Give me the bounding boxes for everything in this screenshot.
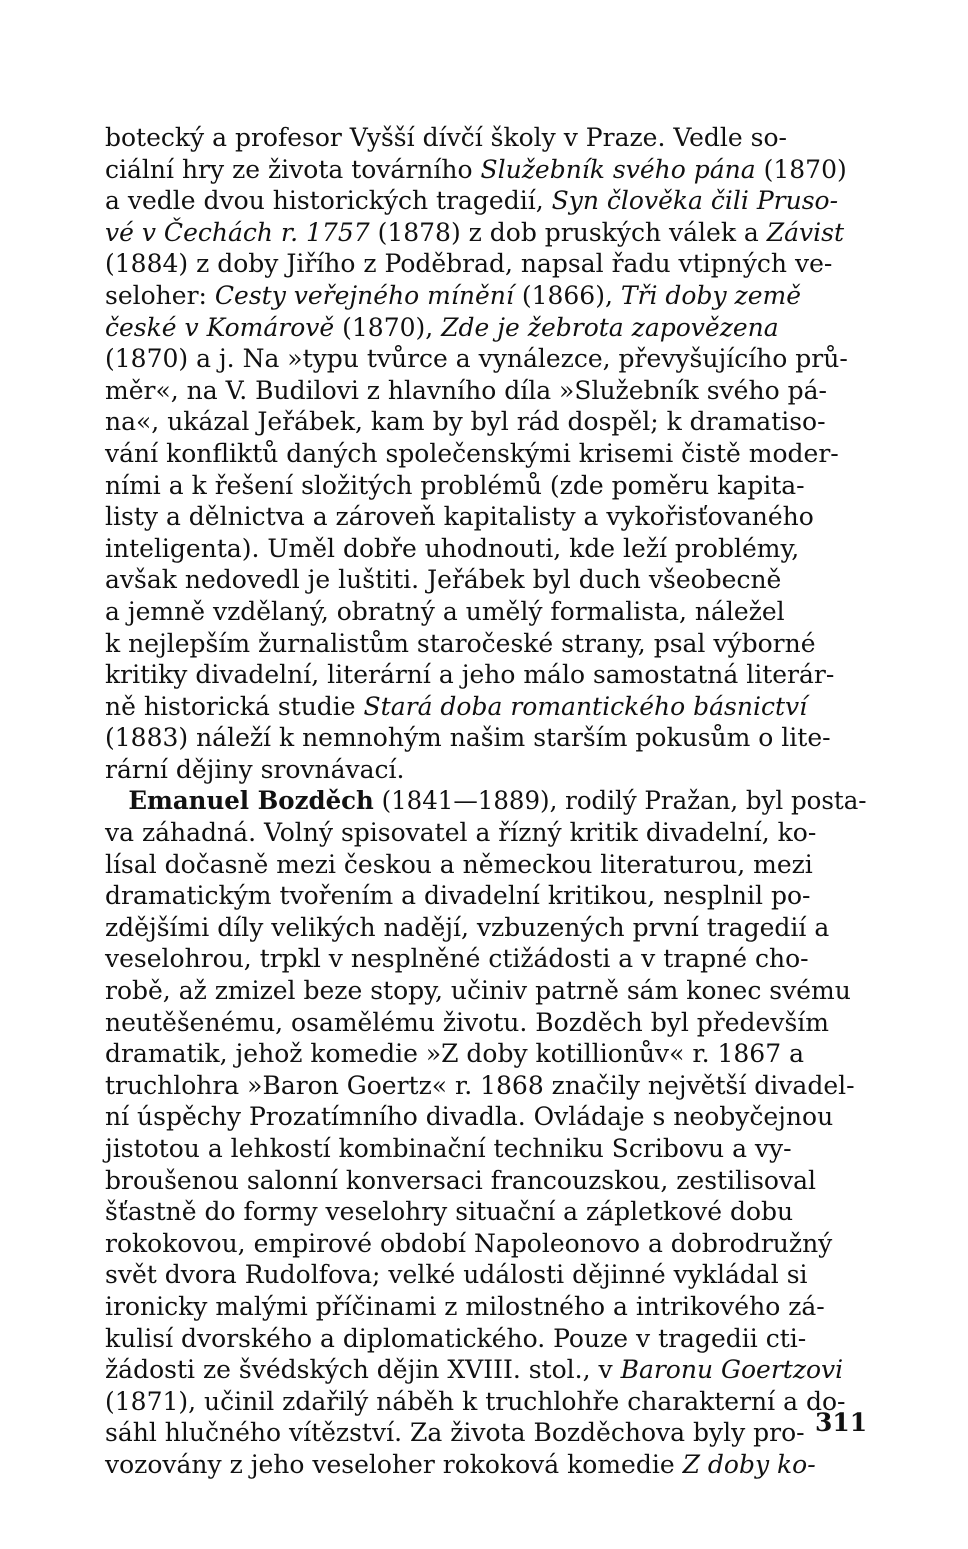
text-line (105, 1133, 867, 1165)
text-line (105, 1196, 867, 1228)
text-line (105, 280, 867, 312)
text-line (105, 912, 867, 944)
text-line (105, 943, 867, 975)
text-line (105, 1386, 867, 1418)
text-run: dramatickým tvořením a divadelní kritikou, nesplnil po- (105, 881, 811, 911)
text-run: (1841—1889), rodilý Pražan, byl posta- (373, 786, 867, 816)
work-title: Služebník svého pána (480, 154, 756, 184)
text-run: a jemně vzdělaný, obratný a umělý formalista, náležel (105, 596, 785, 626)
text-run: (1870), (334, 312, 442, 342)
work-title: Baronu Goertzovi (620, 1355, 844, 1385)
text-line (105, 564, 867, 596)
text-run: k nejlepším žurnalistům staročeské strany, psal výborné (105, 628, 816, 658)
text-run: (1878) z dob pruských válek a (369, 217, 767, 247)
text-line (105, 691, 867, 723)
text-line (105, 1070, 867, 1102)
body-text (105, 122, 867, 1481)
text-line (105, 1323, 867, 1355)
text-run: inteligenta). Uměl dobře uhodnouti, kde leží problémy, (105, 533, 800, 563)
text-line (105, 849, 867, 881)
text-line (105, 312, 867, 344)
author-name: Emanuel Bozděch (128, 786, 374, 816)
text-run: ními a k řešení složitých problémů (zde poměru kapita- (105, 470, 805, 500)
text-run: va záhadná. Volný spisovatel a řízný kritik divadelní, ko- (105, 818, 817, 848)
text-run: kulisí dvorského a diplomatického. Pouze v tragedii cti- (105, 1323, 807, 1353)
text-run: (1866), (513, 280, 621, 310)
text-run: ní úspěchy Prozatímního divadla. Ovládaje s neobyčejnou (105, 1102, 834, 1132)
text-run: rokokovou, empirové období Napoleonovo a dobrodružný (105, 1228, 833, 1258)
text-run: ciální hry ze života továrního (105, 154, 481, 184)
text-run: veselohrou, trpkl v nesplněné ctižádosti a v trapné cho- (105, 944, 809, 974)
text-line (105, 754, 867, 786)
text-run: na«, ukázal Jeřábek, kam by byl rád dospěl; k dramatiso- (105, 407, 826, 437)
text-run: a vedle dvou historických tragedií, (105, 186, 552, 216)
text-line (105, 406, 867, 438)
text-run: (1870) a j. Na »typu tvůrce a vynálezce, převyšujícího prů- (105, 344, 848, 374)
text-run: botecký a profesor Vyšší dívčí školy v Praze. Vedle so- (105, 123, 787, 152)
text-run: kritiky divadelní, literární a jeho málo samostatná literár- (105, 660, 835, 690)
text-line (105, 1101, 867, 1133)
text-run: ironicky malými příčinami z milostného a intrikového zá- (105, 1291, 825, 1321)
text-run: žádosti ze švédských dějin XVIII. stol., v (105, 1355, 621, 1385)
text-run: šťastně do formy veselohry situační a zápletkové dobu (105, 1197, 794, 1227)
text-run: svět dvora Rudolfova; velké události dějinné vykládal si (105, 1260, 808, 1290)
text-run: zdějšími díly velikých nadějí, vzbuzených první tragedií a (105, 912, 830, 942)
work-title: Cesty veřejného mínění (214, 280, 514, 310)
text-run: jistotou a lehkostí kombinační techniku Scribovu a vy- (105, 1134, 792, 1163)
text-run: (1871), učinil zdařilý náběh k truchlohře charakterní a do- (105, 1386, 846, 1416)
text-line (105, 343, 867, 375)
text-run: neutěšenému, osamělému životu. Bozděch byl především (105, 1007, 829, 1037)
text-run: měr«, na V. Budilovi z hlavního díla »Služebník svého pá- (105, 375, 827, 405)
work-title: Syn člověka čili Pruso- (551, 186, 839, 216)
work-title: Z doby ko- (682, 1449, 816, 1479)
text-run (105, 786, 128, 815)
text-run: vozovány z jeho veseloher rokoková komedie (105, 1449, 683, 1479)
text-run: (1883) náleží k nemnohým našim starším pokusům o lite- (105, 723, 831, 753)
text-line (105, 122, 867, 154)
work-title: české v Komárově (105, 312, 335, 342)
text-run: ně historická studie (105, 691, 364, 721)
text-run: rární dějiny srovnávací. (105, 754, 405, 784)
text-run: listy a dělnictva a zároveň kapitalisty a vykořisťovaného (105, 502, 814, 532)
text-line (105, 817, 867, 849)
text-line (105, 1259, 867, 1291)
text-line (105, 1007, 867, 1039)
text-line (105, 185, 867, 217)
text-line (105, 880, 867, 912)
text-run: (1884) z doby Jiřího z Poděbrad, napsal řadu vtipných ve- (105, 249, 833, 279)
text-line (105, 248, 867, 280)
text-line (105, 1417, 867, 1449)
text-line (105, 628, 867, 660)
text-run: robě, až zmizel beze stopy, učiniv patrně sám konec svému (105, 976, 851, 1006)
text-run: vání konfliktů daných společenskými krisemi čistě moder- (105, 438, 839, 468)
text-line (105, 975, 867, 1007)
text-run: dramatik, jehož komedie »Z doby kotillionův« r. 1867 a (105, 1039, 804, 1069)
text-line (105, 470, 867, 502)
text-run: avšak nedovedl je luštiti. Jeřábek byl duch všeobecně (105, 565, 782, 595)
text-line (105, 1228, 867, 1260)
work-title: Stará doba romantického básnictví (363, 691, 808, 721)
text-line (105, 501, 867, 533)
work-title: Závist (766, 217, 845, 247)
page-number: 311 (815, 1408, 868, 1437)
text-line (105, 1165, 867, 1197)
text-run: (1870) (755, 154, 847, 184)
work-title: Tři doby země (620, 280, 802, 310)
text-line (105, 375, 867, 407)
text-run: sáhl hlučného vítězství. Za života Bozděchova byly pro- (105, 1418, 805, 1448)
work-title: Zde je žebrota zapovězena (441, 312, 779, 342)
text-line (105, 1449, 867, 1481)
text-run: broušenou salonní konversaci francouzskou, zestilisoval (105, 1165, 816, 1195)
text-line (105, 154, 867, 186)
text-line (105, 438, 867, 470)
text-line (105, 659, 867, 691)
text-line (105, 1038, 867, 1070)
text-line (105, 785, 867, 817)
text-line (105, 722, 867, 754)
text-run: seloher: (105, 280, 215, 310)
text-line (105, 1354, 867, 1386)
text-run: lísal dočasně mezi českou a německou literaturou, mezi (105, 849, 813, 879)
work-title: vé v Čechách r. 1757 (105, 217, 370, 247)
text-line (105, 596, 867, 628)
text-line (105, 1291, 867, 1323)
text-line (105, 217, 867, 249)
text-line (105, 533, 867, 565)
text-run: truchlohra »Baron Goertz« r. 1868 značily největší divadel- (105, 1070, 855, 1100)
